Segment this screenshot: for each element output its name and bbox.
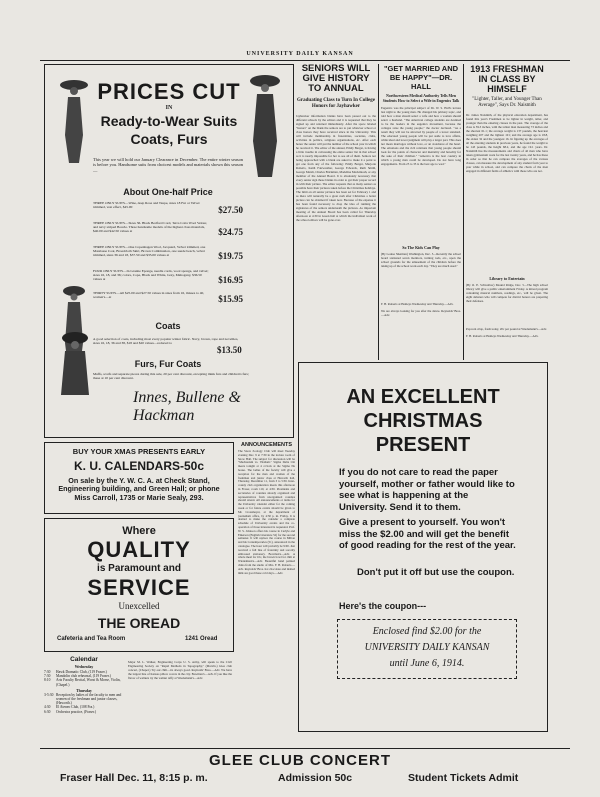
- freshman-article: [466, 64, 548, 338]
- lady-illustration-right: [245, 71, 285, 181]
- glee-admission: Admission 50c: [278, 772, 353, 784]
- fur-coat-illustration: [57, 329, 93, 399]
- freshman-body: Dr. James Naismith, of the physical education department, has found this year's Freshmen to be lighter in weight, taller, and younger than the entering classes in the past. The average of the class is 59.3 inches, with the tallest man measuring 73 inches and the shortest 61.1; the average weight is 137 pounds, the heaviest weighing 207 and the lightest 101; and the average age is 18.8, the oldest 32 and the youngest 16. In figuring up the averages of all the entering students in previous years, he found the weight to be 143 pounds, the height 68.2, and the age 19.1 years. Dr. Naismith has the measurements and charts of all men who have taken gymnasium work for the last twenty years, and he has these in order so that he can compare the averages of the various classes, can measure the development of any student from year to year while in school, and can compare the charts of the men engaged in different fields of athletics with those who are not.: [466, 113, 548, 173]
- calendar-entry: 3-5:30 Reception by ladies of the faculty to men and women of the freshman and junior classes, (Haworth.): [44, 692, 122, 706]
- suit-price: $15.95: [218, 294, 243, 304]
- announcements-title: ANNOUNCEMENTS: [240, 442, 293, 448]
- coupon-line-3: until June 6, 1914.: [389, 658, 465, 669]
- present-para-3: Don't put it off but use the coupon.: [357, 567, 515, 578]
- prices-intro: This year we will hold our January Clearance in December. The entire winter season is before you. Handsome suits from choicest models and materials shown this season—: [93, 157, 243, 173]
- freshman-subhead: "Lighter, Taller, and Younger Than Average", Says Dr. Naismith: [472, 97, 542, 108]
- seniors-article: [296, 64, 376, 349]
- glee-tickets: Student Tickets Admit: [408, 772, 519, 784]
- coupon-label: Here's the coupon---: [339, 601, 427, 611]
- coupon-box[interactable]: [337, 619, 517, 679]
- lady-illustration-left: [55, 75, 93, 167]
- masthead-rule: [40, 60, 570, 61]
- half-price-heading: About One-half Price: [123, 187, 213, 197]
- oread-unexcelled: Unexcelled: [118, 601, 160, 611]
- suit-list: [93, 201, 243, 309]
- coats-heading: Coats: [155, 321, 181, 331]
- coats-text: A good selection of coats, including most every popular winter fabric. Navy, brown, rope and novelties, sizes 16, 18, 36 and 38, $18 and $20 values—reduced to: [93, 337, 239, 346]
- present-para-2: Give a present to yourself. You won't miss the $2.00 and will get the benefit of good reading for the rest of the year.: [339, 517, 516, 551]
- freshman-ad-1: Popcorn crisp, fresh today, 20c per pound at Wiedemann's—Adv.: [466, 327, 547, 331]
- calendar-column-2: Major M. L. Walker, Engineering Corps U. S. Army, will speak to the Civil Engineering Society on "Rapid Methods in Topography," (Marvin.) Glee club concert, (Chapel.) Try our chili—its always good. Reynolds' Bros.—Adv. We have the largest line of Kansas pillow covers in the city. Bowman's—Adv. If you like the flavor of walnuts try the walnut taffy at Wiedemann's—Adv.: [128, 660, 232, 680]
- suit-price: $24.75: [218, 227, 243, 237]
- oread-address: 1241 Oread: [185, 636, 218, 642]
- coats-price: $13.50: [217, 345, 242, 355]
- suit-price: $27.50: [218, 205, 243, 215]
- married-subhead: Northwestern Medical Authority Tells Men Students How to Select a Wife in Eugenics Talk: [382, 94, 460, 103]
- prices-subtitle-1: Ready-to-Wear Suits: [100, 113, 238, 129]
- oread-service: SERVICE: [87, 575, 191, 600]
- married-body: Eugenics was the principal subject of Dr. W. S. Hall's lecture last night to the young men. He changed his primary topic, and told how a man should select a wife and how a woman should select a husband. "The American college students are destined to be the leaders in the eugenics movement, because the colleges raise the young people," the doctor declared. "As a result they will not be attracted by people of a lower standard. The educated young people will be put aside to love affairs, while ideal and lower judgment will play a larger part. This does not mean marriages without love, or an avoidance of the heart. The emotions and the rich relations that young people should look for the points of character and mentality and heredity for the sake of their children." "America is the best country in which a young man could be developed. Do not have long engagements. From 25 to 35 is the best age to wed.": [381, 106, 461, 167]
- prices-in: IN: [165, 105, 173, 111]
- coupon-line-1: Enclosed find $2.00 for the: [372, 626, 482, 637]
- column-rule: [378, 64, 379, 360]
- calendars-body: On sale by the Y. W. C. A. at Check Stand, Engineering building, and Green Hall; or phone Miss Carroll, 1735 or Marie Sealy, 293.: [58, 476, 220, 502]
- announcements-body: The Snow Zoology Club will meet Tuesday evening Dec. 9 at 7:30 in the lecture room of Snow Hall. The subject for discussion will be "Mechanism vs. Vitalism." Sigma Delta Chi meets tonight at 4 o'clock at the Sigma Nu house. The ladies of the faculty will give a reception for the men and women of the freshman and junior class at Haworth hall, Thursday, December 11, from 3 to 5:30. Inter-county club organization meets this afternoon in Fraser, room 110, at 4:30. Presidents and secretaries of counties already organized and representatives from unorganized counties should attend. All announcements or items for the University calendar either for the coming week or for future events should be given to Mr. Crossmeyer, at the department of journalism office, by 4:30 p. m. Friday. It is desired to make the calendar a complete schedule of University events and the co-operation of those interested is requested. Prof. W. S. Johnson offers his course in Carlyle and Emerson (English Literature 52) for the second semester. It will replace the course in Milton and his Contemporaries (51), announced in the catalogue. The hour will probably be 9:00. Just received a full line of fraternity and sorority embossed stationery. Bowman's—Adv. A whole meal for 10c, the brown bowl for chili at Wiedemann's—Adv. Beautiful hand painted china from the studio of Mrs. F. H. Roberts.—Adv. Reynolds' Bros. hot chocolate and malted milk are good these cold days.—Adv.: [238, 450, 295, 575]
- calendar-entry: 4:30 El Ateneo Club, (108 Fra.): [44, 705, 95, 710]
- announcements-section: [238, 442, 295, 746]
- oread-ad: [44, 518, 234, 652]
- calendars-ad: [44, 442, 234, 514]
- calendar-entry: 6:30 Orchestra practice, (Fraser.): [44, 709, 97, 714]
- freshman-box-body: (By O. E. Schwalbor) Mound Ridge, Dec. 5—The high school library will give a public entertainment Friday. A mixed program containing musical numbers, readings, etc., will be given. The eight debaters who will compete for district honors are preparing their defenses.: [466, 283, 548, 303]
- seniors-headline: SENIORS WILL GIVE HISTORY TO ANNUAL: [301, 63, 371, 94]
- calendar-entry: 8:10 Arts Faculty Recital, Worst & Morse, Violin, (Chapel.): [44, 678, 121, 687]
- prices-cut-title: PRICES CUT: [97, 79, 241, 104]
- prices-subtitle-2: Coats, Furs: [130, 131, 208, 147]
- married-headline: "GET MARRIED AND BE HAPPY"—DR. HALL: [383, 64, 459, 91]
- coupon-line-2: UNIVERSITY DAILY KANSAN: [364, 642, 490, 653]
- married-box-body: (By Louise Sherman) Washington, Dec. 5—Recently the school board stationed seven monitors, turning rods, etc., upon the school grounds for the amusement of the children before the taking up of the school work each day. "They are much used.": [381, 252, 461, 269]
- furs-text: Muffs, scarfs and separate pieces during this sale, 20 per cent discount, excepting mink furs and children's furs; these at 10 per cent discount.: [93, 372, 249, 381]
- present-para-1: If you do not care to read the paper yourself, mother or father would like to see what is happening at the University. Send it to them.: [339, 467, 515, 513]
- present-title-1: AN EXCELLENT: [346, 386, 500, 408]
- column-rule: [463, 64, 464, 360]
- suit-item: THIRTY SUITS—All $25.00 and $27.50 values in sizes from 16, misses to 40, women's—at $15.95: [93, 291, 243, 304]
- calendar-day-1: Wednesday: [74, 665, 94, 669]
- seniors-subhead: Graduating Class to Turn In College Honors for Jayhawker: [297, 98, 375, 109]
- calendar-entry: 7:30 Mandolin club rehearsal, (119 Fraser.): [44, 674, 111, 679]
- married-ad-2: We are always looking for you after the dance. Reynolds' Bros.—Adv.: [381, 309, 461, 318]
- suit-item: THREE ONLY SUITS—One Copenhagen Wool, Jacquard, Velvet trimmed, one Matalasse Coat, Broadcloth Skirt, Brown Combination, one suede beach, velvet trimmed, sizes 36 and 18, $37.50 and $35.00 values at $19.75: [93, 245, 243, 261]
- married-box-title: So The Kids Can Play: [402, 245, 440, 251]
- present-title-3: PRESENT: [375, 434, 471, 456]
- married-article: [381, 64, 461, 317]
- prices-cut-ad: [44, 64, 294, 438]
- suit-item: THREE ONLY SUITS—Wine, deep Rose and Taupe, sizes 18 Fur or Velvet trimmed, vest effect, $45.00 $27.50: [93, 201, 243, 215]
- glee-rule: [40, 748, 570, 749]
- suit-price: $19.75: [218, 251, 243, 261]
- freshman-box-title: Library to Entertain: [489, 276, 525, 281]
- oread-paramount: is Paramount and: [97, 563, 181, 574]
- oread-cafeteria: Cafeteria and Tea Room: [57, 636, 126, 642]
- calendars-line-1: BUY YOUR XMAS PRESENTS EARLY: [72, 447, 206, 456]
- present-title-2: CHRISTMAS: [363, 410, 483, 432]
- oread-quality: QUALITY: [87, 537, 191, 562]
- oread-name: THE OREAD: [97, 615, 181, 631]
- christmas-present-ad: [298, 362, 548, 732]
- calendar-entry: 7:30 Hawk Dramatic Club, (119 Fraser.): [44, 670, 107, 674]
- seniors-body: Jayhawker information blanks have been passed out to the different schools by the editors and it is requested that they be signed up and returned immediately. After the space labeled "honors" on the blank the seniors are to put whatever school or class honors they have received since in the University. This will include membership in fraternities, societies, clubs, activities in politics, religious organizations, etc. After each honor the senior will put the number of the school year in which he received it. The editor of the annual, Emily Berger, is having a little trouble in canvassing the entire senior list in that school as it is nearly impossible for her to see all of them. Seniors not being approached with a blank are asked to make it a point to get one from any of the following: Emily Berger, Marjorie Roberts, Keith Fairweather, George Edwards, Ruth Smith, George Marsh, Charles Brickman, Madeline Mackintosh, or any member of the Annual Board. It is absolutely necessary that every senior sign these blanks in order to get their proper record in with their picture. The editor requests that as many seniors as possible have their pictures taken before the Christmas holidays. The limit on all senior pictures has been set for February 1 and as there will naturally be a great rush after Christmas a better picture can be obtained if taken now. Because of the expense it has been found necessary to drop the idea of running the signatures of the seniors underneath the pictures. As important meeting of the Annual Board has been called for Thursday afternoon at 4:30 in Green hall at which the individual work of the school editors will be gone over.: [296, 114, 376, 222]
- calendar-section: [44, 656, 124, 714]
- signature: Innes, Bullene & Hackman: [133, 389, 241, 424]
- oread-where: Where: [122, 525, 156, 537]
- calendars-line-2: K. U. CALENDARS-50c: [73, 459, 205, 473]
- married-ad-1: F. H. Roberts at Henleys Wednesday and Thursday.—Adv.: [381, 302, 454, 307]
- glee-title: GLEE CLUB CONCERT: [209, 752, 391, 769]
- freshman-ad-2: F. H. Roberts at Henleys Wednesday and Thursday.—Adv.: [466, 334, 539, 338]
- suit-item: THREE ONLY SUITS—Sizes 36. Black Bedford Cord, Terra Cotta Wool Velour, and navy striped Boucle. Three handsome models of the highest class materials, $40.00 and $42.50 values at $24.75: [93, 221, 243, 237]
- suit-item: FOUR ONLY SUITS—In Granite Eponge, needle cords, wool sponge, and velvet; sizes 16, 18, and 36; colors, Cope, Black and White, Gray, Mahogany, $36.50 values at $16.95: [93, 269, 243, 285]
- masthead: UNIVERSITY DAILY KANSAN: [246, 51, 354, 57]
- calendar-title: Calendar: [70, 656, 98, 663]
- suit-price: $16.95: [218, 275, 243, 285]
- freshman-headline: 1913 FRESHMAN IN CLASS BY HIMSELF: [470, 64, 544, 94]
- glee-place: Fraser Hall Dec. 11, 8:15 p. m.: [60, 772, 208, 784]
- calendar-day-2: Thursday: [76, 688, 92, 693]
- furs-heading: Furs, Fur Coats: [134, 359, 202, 369]
